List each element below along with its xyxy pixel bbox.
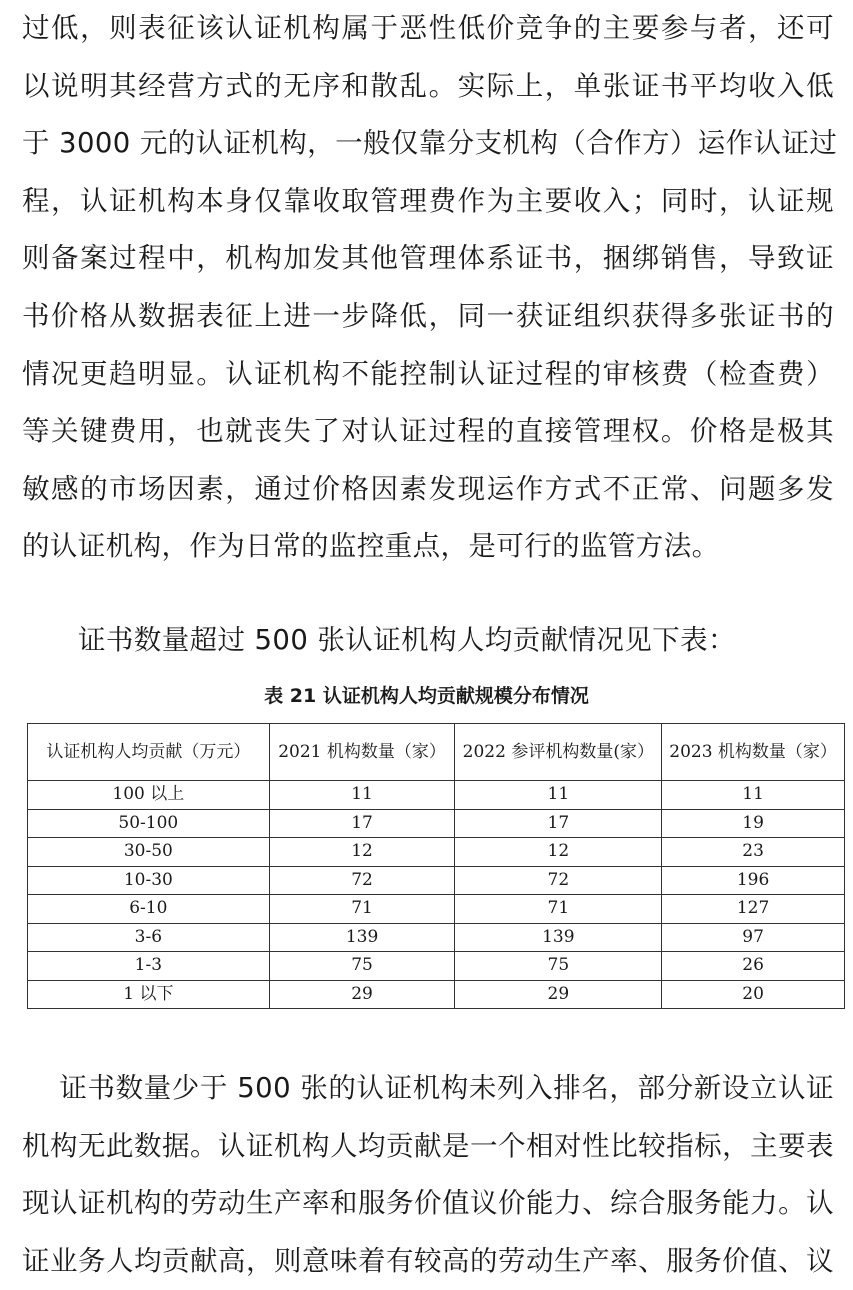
table-cell: 75 (269, 952, 455, 981)
table-cell: 11 (455, 781, 662, 810)
table-row (28, 781, 845, 810)
text-line: 于 3000 元的认证机构，一般仅靠分支机构（合作方）运作认证过 (22, 127, 838, 160)
text-line: 敏感的市场因素，通过价格因素发现运作方式不正常、问题多发 (22, 472, 834, 505)
contribution-distribution-table (27, 723, 845, 1009)
text-line: 程，认证机构本身仅靠收取管理费作为主要收入；同时，认证规 (22, 184, 834, 217)
table-cell: 100 以上 (28, 781, 270, 810)
table-cell: 127 (662, 895, 845, 924)
table-row (28, 895, 845, 924)
text-line: 则备案过程中，机构加发其他管理体系证书，捆绑销售，导致证 (22, 242, 834, 275)
table-cell: 17 (455, 809, 662, 838)
table-body (28, 781, 845, 1009)
table-cell: 11 (269, 781, 455, 810)
table-cell: 50-100 (28, 809, 270, 838)
table-header-cell: 2022 参评机构数量(家） (455, 724, 662, 781)
table-row (28, 952, 845, 981)
table-cell: 30-50 (28, 838, 270, 867)
table-cell: 11 (662, 781, 845, 810)
table-cell: 12 (455, 838, 662, 867)
table-cell: 29 (269, 980, 455, 1009)
table-row (28, 923, 845, 952)
table-cell: 6-10 (28, 895, 270, 924)
paragraph-price-analysis (22, 0, 838, 576)
text-line: 书价格从数据表征上进一步降低，同一获证组织获得多张证书的 (22, 299, 834, 332)
table-cell: 17 (269, 809, 455, 838)
table-cell: 19 (662, 809, 845, 838)
paragraph-table-intro: 证书数量超过 500 张认证机构人均贡献情况见下表： (78, 624, 736, 656)
text-line: 等关键费用，也就丧失了对认证过程的直接管理权。价格是极其 (22, 415, 834, 448)
paragraph-contribution-explanation (22, 1060, 834, 1290)
table-cell: 139 (455, 923, 662, 952)
table-cell: 75 (455, 952, 662, 981)
table-cell: 3-6 (28, 923, 270, 952)
table-cell: 10-30 (28, 866, 270, 895)
table-cell: 29 (455, 980, 662, 1009)
table-row (28, 980, 845, 1009)
table-cell: 1 以下 (28, 980, 270, 1009)
table-header-cell: 2023 机构数量（家） (662, 724, 845, 781)
table-header-cell: 认证机构人均贡献（万元） (28, 724, 270, 781)
table-cell: 71 (269, 895, 455, 924)
table-cell: 139 (269, 923, 455, 952)
table-cell: 71 (455, 895, 662, 924)
table-header-cell: 2021 机构数量（家） (269, 724, 455, 781)
table-cell: 23 (662, 838, 845, 867)
text-line: 现认证机构的劳动生产率和服务价值议价能力、综合服务能力。认 (22, 1187, 834, 1220)
table-row (28, 866, 845, 895)
table-cell: 196 (662, 866, 845, 895)
table-cell: 72 (455, 866, 662, 895)
text-line: 机构无此数据。认证机构人均贡献是一个相对性比较指标，主要表 (22, 1129, 834, 1162)
table-cell: 72 (269, 866, 455, 895)
table-caption: 表 21 认证机构人均贡献规模分布情况 (264, 685, 589, 707)
table-cell: 1-3 (28, 952, 270, 981)
table-row (28, 838, 845, 867)
text-line: 过低，则表征该认证机构属于恶性低价竞争的主要参与者，还可 (22, 12, 834, 44)
table-header-row (28, 724, 845, 781)
text-line: 的认证机构，作为日常的监控重点，是可行的监管方法。 (22, 530, 720, 563)
table-cell: 12 (269, 838, 455, 867)
text-line: 证书数量少于 500 张的认证机构未列入排名，部分新设立认证 (22, 1072, 834, 1104)
table-row (28, 809, 845, 838)
table-cell: 20 (662, 980, 845, 1009)
text-line: 情况更趋明显。认证机构不能控制认证过程的审核费（检查费） (22, 357, 834, 390)
text-line: 以说明其经营方式的无序和散乱。实际上，单张证书平均收入低 (22, 69, 834, 102)
text-line: 证业务人均贡献高，则意味着有较高的劳动生产率、服务价值、议 (22, 1244, 834, 1277)
table-cell: 97 (662, 923, 845, 952)
table-cell: 26 (662, 952, 845, 981)
